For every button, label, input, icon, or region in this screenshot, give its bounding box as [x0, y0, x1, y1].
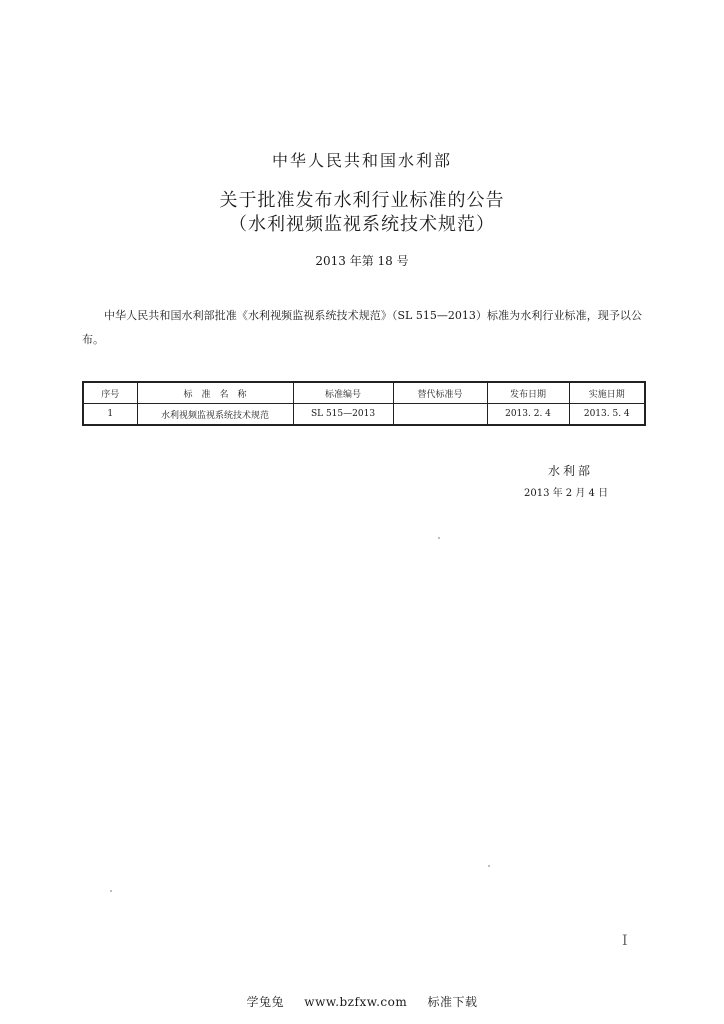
cell-effective-date: 2013. 5. 4 [569, 404, 645, 426]
footer-url[interactable]: www.bzfxw.com [304, 995, 408, 1009]
cell-replaced-code [393, 404, 487, 426]
signature-org: 水利部 [548, 464, 594, 478]
cell-serial: 1 [83, 404, 137, 426]
header-release-date: 发布日期 [487, 382, 569, 404]
footer-site-name: 学兔兔 [246, 995, 284, 1009]
header-serial: 序号 [83, 382, 137, 404]
signature-date: 2013 年 2 月 4 日 [524, 488, 609, 499]
document-number: 2013 年第 18 号 [315, 254, 409, 268]
cell-release-date: 2013. 2. 4 [487, 404, 569, 426]
page-number: I [622, 933, 628, 949]
table-row [83, 404, 645, 426]
scan-speck [488, 865, 490, 867]
scan-speck [110, 890, 112, 892]
footer-watermark [0, 993, 724, 1010]
standards-table [82, 381, 646, 426]
announcement-subtitle: （水利视频监视系统技术规范） [229, 214, 495, 235]
table-header-row [83, 382, 645, 404]
footer-tagline: 标准下载 [427, 995, 478, 1009]
header-effective-date: 实施日期 [569, 382, 645, 404]
header-standard-code: 标准编号 [293, 382, 393, 404]
cell-standard-name: 水利视频监视系统技术规范 [137, 404, 293, 426]
cell-standard-code: SL 515—2013 [293, 404, 393, 426]
issuer-heading: 中华人民共和国水利部 [271, 151, 452, 170]
announcement-title: 关于批准发布水利行业标准的公告 [219, 190, 505, 211]
header-replaced-code: 替代标准号 [393, 382, 487, 404]
header-standard-name: 标 准 名 称 [137, 382, 293, 404]
scan-speck [438, 537, 440, 539]
announcement-body: 中华人民共和国水利部批准《水利视频监视系统技术规范》（SL 515—2013）标准为水利行业标准，现予以公布。 [82, 309, 642, 346]
